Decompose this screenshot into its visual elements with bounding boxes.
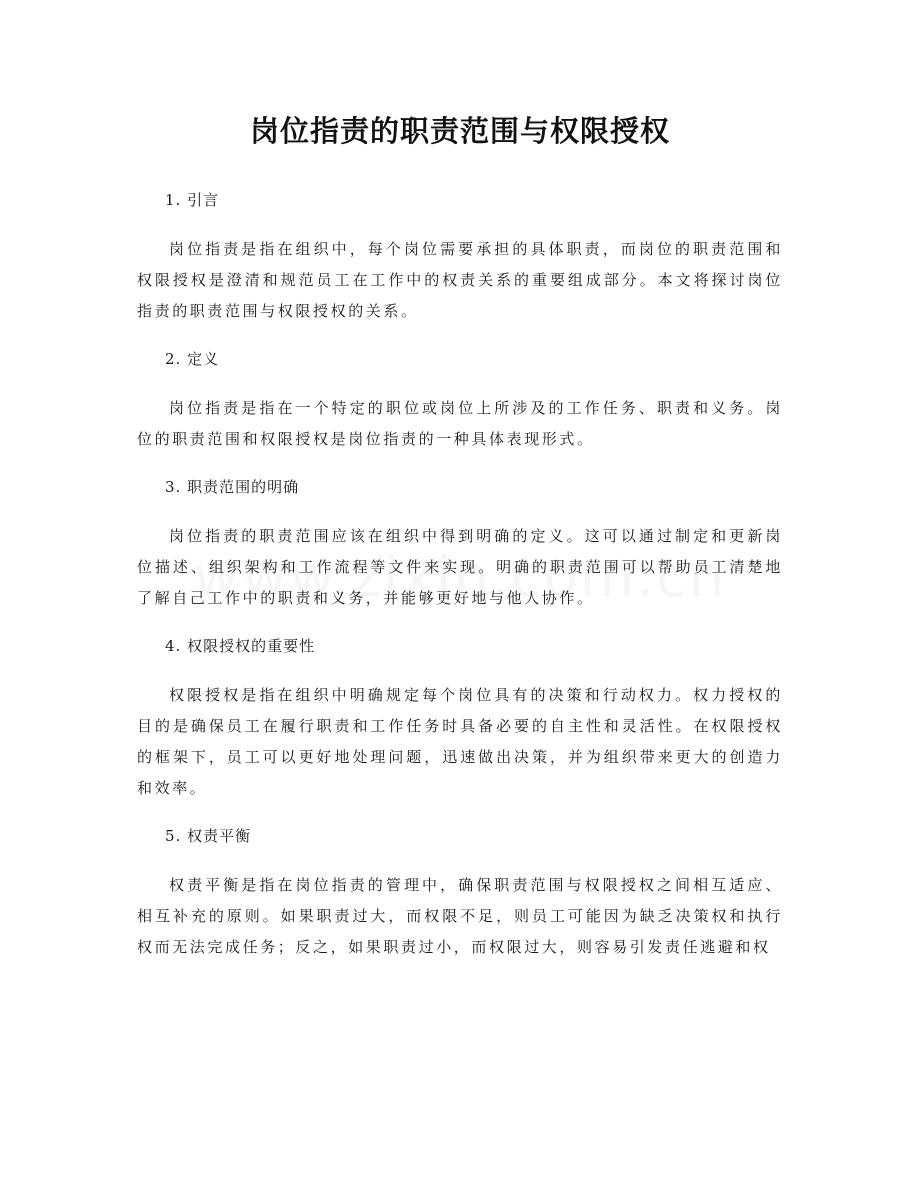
section-paragraph: 权限授权是指在组织中明确规定每个岗位具有的决策和行动权力。权力授权的目的是确保员工在履行职责和工作任务时具备必要的自主性和灵活性。在权限授权的框架下，员工可以更好地处理问题，迅速做出决策，并为组织带来更大的创造力和效率。 [137,686,783,797]
document-body [137,188,783,963]
section-scope [137,475,783,614]
section-paragraph: 岗位指责的职责范围应该在组织中得到明确的定义。这可以通过制定和更新岗位描述、组织架构和工作流程等文件来实现。明确的职责范围可以帮助员工清楚地了解自己工作中的职责和义务，并能够更好地与他人协作。 [137,527,783,607]
section-heading: 2. 定义 [165,350,220,368]
section-introduction [137,188,783,327]
section-balance [137,824,783,963]
document-title: 岗位指责的职责范围与权限授权 [249,114,670,148]
section-heading: 5. 权责平衡 [165,827,252,845]
section-heading: 1. 引言 [165,191,220,209]
section-definition [137,347,783,455]
section-paragraph: 岗位指责是指在一个特定的职位或岗位上所涉及的工作任务、职责和义务。岗位的职责范围和权限授权是岗位指责的一种具体表现形式。 [137,399,783,448]
section-paragraph: 岗位指责是指在组织中，每个岗位需要承担的具体职责，而岗位的职责范围和权限授权是澄清和规范员工在工作中的权责关系的重要组成部分。本文将探讨岗位指责的职责范围与权限授权的关系。 [137,240,783,320]
section-paragraph: 权责平衡是指在岗位指责的管理中，确保职责范围与权限授权之间相互适应、相互补充的原则。如果职责过大，而权限不足，则员工可能因为缺乏决策权和执行权而无法完成任务；反之，如果职责过小，而权限过大，则容易引发责任逃避和权 [137,876,783,956]
section-authorization [137,634,783,804]
section-heading: 4. 权限授权的重要性 [165,637,316,655]
section-heading: 3. 职责范围的明确 [165,478,300,496]
